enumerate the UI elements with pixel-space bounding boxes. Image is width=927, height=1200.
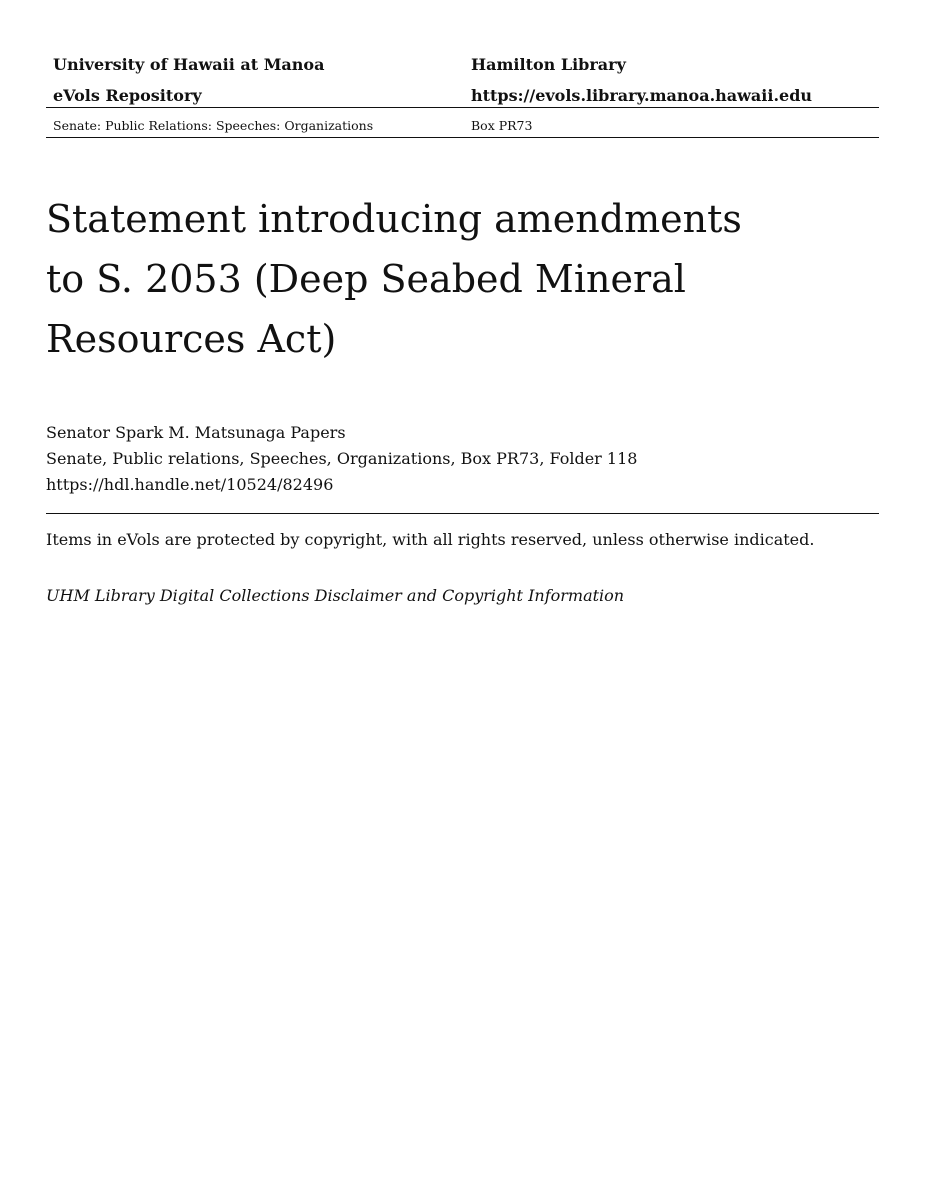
repository-name: eVols Repository [53,86,202,105]
header-divider [46,107,879,108]
header-table [46,52,879,114]
library-name: Hamilton Library [471,55,626,74]
footer-divider [46,513,879,514]
collection-path: Senate: Public Relations: Speeches: Organizations [53,118,374,133]
rights-notice: Items in eVols are protected by copyright, with all rights reserved, unless otherwise indicated. [46,530,815,549]
title-line-3: Resources Act) [46,317,337,361]
disclaimer-link[interactable]: UHM Library Digital Collections Disclaimer and Copyright Information [46,586,625,605]
subheader-divider [46,137,879,138]
header-row-1 [46,52,879,83]
document-title [46,189,806,369]
folder-location: Senate, Public relations, Speeches, Organizations, Box PR73, Folder 118 [46,449,638,468]
title-line-2: to S. 2053 (Deep Seabed Mineral [46,257,686,301]
header-row-2 [46,83,879,114]
title-line-1: Statement introducing amendments [46,197,742,241]
papers-collection: Senator Spark M. Matsunaga Papers [46,423,346,442]
subheader-row [46,116,879,136]
box-number: Box PR73 [471,118,533,133]
institution-name: University of Hawaii at Manoa [53,55,325,74]
repository-url-link[interactable]: https://evols.library.manoa.hawaii.edu [471,86,813,105]
handle-link[interactable]: https://hdl.handle.net/10524/82496 [46,475,334,494]
document-metadata [46,420,879,498]
